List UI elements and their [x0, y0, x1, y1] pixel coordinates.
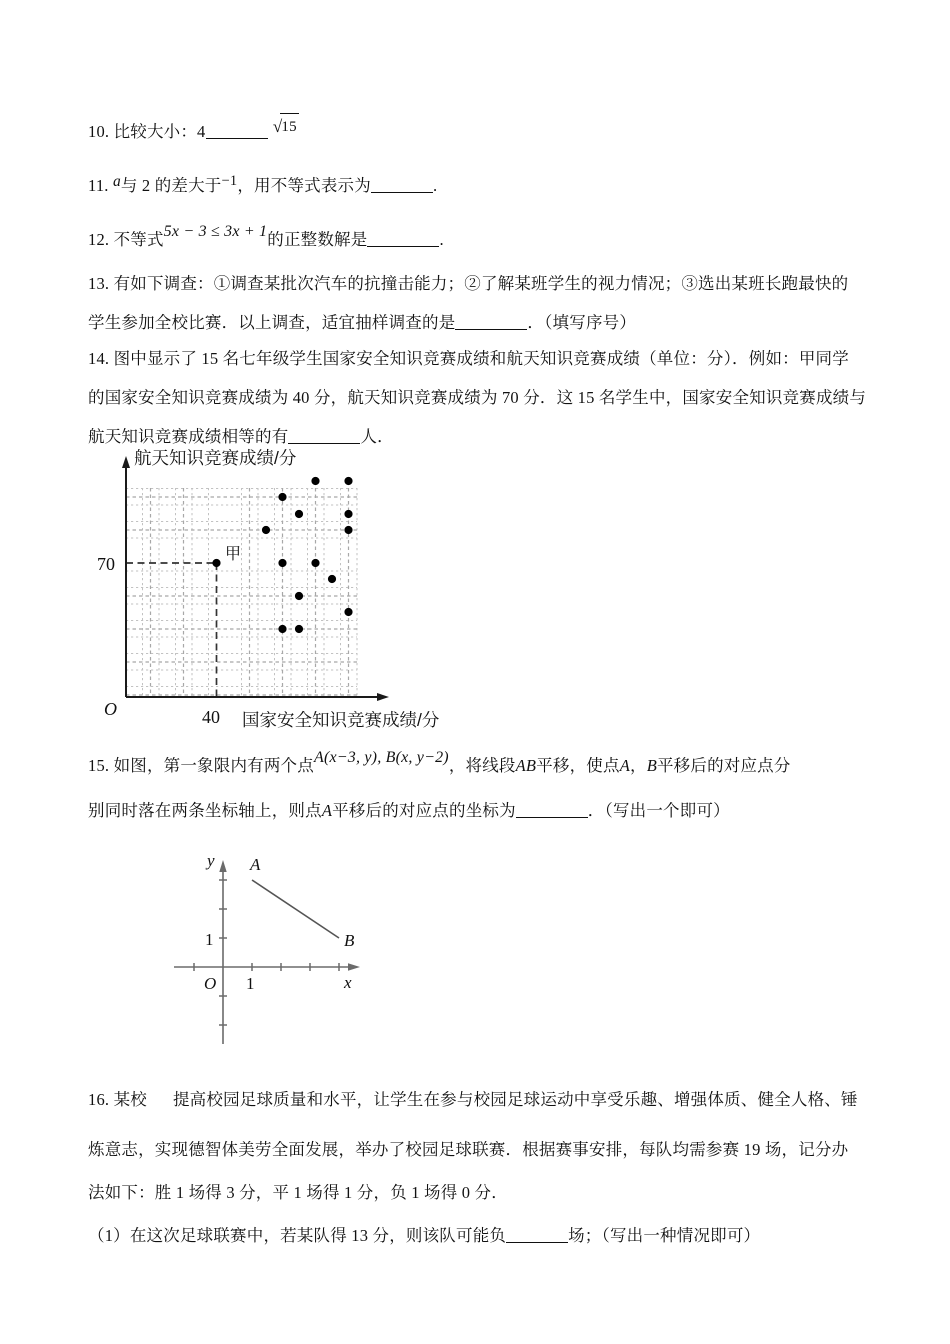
origin-label: O	[104, 699, 117, 719]
question-12-blank[interactable]	[367, 230, 439, 247]
data-point	[295, 625, 303, 633]
question-15-comma: ，	[629, 755, 647, 775]
question-15-line1-d: 平移后的对应点分	[656, 755, 791, 775]
data-point	[278, 493, 286, 501]
y-axis-arrow-icon	[122, 456, 130, 468]
question-15-line1-b: ，将线段	[448, 755, 516, 775]
inequality-expression: 5x − 3 ≤ 3x + 1	[163, 223, 268, 240]
data-point	[295, 510, 303, 518]
question-11	[88, 168, 437, 201]
y-axis-label: 航天知识竞赛成绩/分	[134, 448, 297, 468]
radical-sign-icon: √	[272, 117, 283, 136]
question-16	[88, 1086, 858, 1251]
question-16-line-3	[88, 1179, 858, 1208]
question-15-number: 15.	[88, 755, 110, 775]
point-a-label: A	[250, 855, 261, 874]
question-13-line1-text: 有如下调查：①调查某批次汽车的抗撞击能力；②了解某班学生的视力情况；③选出某班长跑最快的	[113, 274, 849, 293]
y-axis-label: y	[207, 851, 215, 870]
question-14-line3-text-a: 航天知识竞赛成绩相等的有	[88, 426, 289, 446]
coordinate-plane-svg	[172, 842, 392, 1062]
point-b-label: B	[646, 755, 657, 775]
question-15-line2-a: 别同时落在两条坐标轴上，则点	[88, 800, 322, 820]
question-15-line1-c: 平移，使点	[536, 755, 620, 775]
question-13-line2-text-a: 学生参加全校比赛．以上调查，适宜抽样调查的是	[88, 312, 456, 332]
question-16-number: 16.	[88, 1090, 110, 1109]
question-13-blank[interactable]	[455, 313, 527, 330]
point-a-label-2: A	[321, 800, 333, 820]
data-point	[311, 559, 319, 567]
variable-a: a	[112, 173, 121, 190]
question-11-text-mid: 与 2 的差大于	[120, 176, 222, 196]
question-16-line1-a: 某校	[113, 1090, 147, 1109]
question-13-line-2	[88, 309, 848, 338]
question-15-line-1	[88, 744, 791, 781]
question-12-text-after: 的正整数解是	[267, 229, 368, 249]
radicand: 15	[280, 113, 298, 140]
question-13	[88, 270, 848, 338]
question-16-line-1	[88, 1086, 858, 1115]
x-axis-label: x	[344, 973, 352, 992]
x-axis-arrow-icon	[348, 963, 360, 970]
value-negative-one: −1	[221, 173, 238, 190]
question-15-line-2	[88, 797, 791, 826]
data-point	[295, 592, 303, 600]
data-point	[344, 477, 352, 485]
segment-ab	[252, 880, 339, 938]
question-11-text-after: ，用不等式表示为	[237, 176, 371, 196]
question-10-number: 10.	[88, 122, 110, 142]
x-axis-label: 国家安全知识竞赛成绩/分	[242, 710, 440, 730]
points-expression: A(x−3, y), B(x, y−2)	[313, 749, 449, 766]
x-axis-arrow-icon	[377, 693, 389, 701]
question-14-line3-text-b: 人．	[360, 426, 394, 446]
question-15-line2-b: 平移后的对应点的坐标为	[332, 800, 516, 820]
point-a-label: A	[619, 755, 630, 775]
data-point	[278, 559, 286, 567]
question-14-blank[interactable]	[288, 427, 360, 444]
question-12	[88, 218, 444, 255]
question-16-line3: 法如下：胜 1 场得 3 分，平 1 场得 1 分，负 1 场得 0 分．	[88, 1182, 508, 1202]
question-13-line2-text-b: ．（填写序号）	[527, 312, 637, 332]
question-14-line2-text: 的国家安全知识竞赛成绩为 40 分，航天知识竞赛成绩为 70 分．这 15 名学生中，国家安全知识竞赛成绩与	[88, 387, 867, 407]
y-tick-label-1: 1	[205, 930, 214, 949]
question-12-label: 不等式	[113, 229, 164, 249]
question-16-line2: 炼意志，实现德智体美劳全面发展，举办了校园足球联赛．根据赛事安排，每队均需参赛 19 场，记分办	[88, 1139, 849, 1159]
question-14-line-2	[88, 384, 866, 413]
question-13-line-1	[88, 270, 848, 299]
data-point	[311, 477, 319, 485]
question-10-blank[interactable]	[206, 123, 268, 140]
question-14-number: 14.	[88, 349, 110, 368]
major-grid-vertical	[151, 488, 349, 696]
y-tick-label-70: 70	[97, 554, 115, 574]
question-15-line1-a: 如图，第一象限内有两个点	[113, 755, 314, 775]
question-10-text: 比较大小：4	[113, 122, 206, 142]
x-tick-label-40: 40	[202, 707, 220, 727]
y-axis-arrow-icon	[219, 860, 226, 872]
question-11-number: 11.	[88, 176, 109, 196]
question-12-number: 12.	[88, 229, 110, 249]
data-point	[344, 526, 352, 534]
x-tick-label-1: 1	[246, 974, 255, 993]
data-point	[344, 608, 352, 616]
question-12-period: .	[439, 229, 444, 249]
question-16-sub-1	[88, 1222, 858, 1251]
question-15-blank[interactable]	[516, 801, 588, 818]
question-14-line1-text: 图中显示了 15 名七年级学生国家安全知识竞赛成绩和航天知识竞赛成绩（单位：分）．例如：甲同学	[113, 349, 849, 368]
data-point-highlight	[212, 559, 220, 567]
scatter-plot-svg	[92, 448, 492, 738]
data-point	[344, 510, 352, 518]
highlight-point-label: 甲	[225, 546, 242, 563]
origin-label: O	[204, 974, 217, 993]
sqrt-expression	[272, 112, 299, 142]
major-grid-horizontal	[126, 497, 357, 695]
coordinate-plane-figure	[172, 842, 392, 1062]
data-point	[278, 625, 286, 633]
question-16-line-2	[88, 1136, 858, 1165]
segment-ab-label: AB	[515, 755, 537, 775]
question-13-number: 13.	[88, 274, 110, 293]
question-16-sub1-a: （1）在这次足球联赛中，若某队得 13 分，则该队可能负	[88, 1225, 507, 1245]
question-15-line2-c: ．（写出一个即可）	[587, 800, 730, 820]
question-16-line1-b: 提高校园足球质量和水平，让学生在参与校园足球运动中享受乐趣、增强体质、健全人格、锤	[172, 1090, 858, 1109]
question-10	[88, 112, 299, 147]
data-point	[328, 575, 336, 583]
scatter-plot-figure	[92, 448, 492, 738]
question-16-sub1-blank[interactable]	[506, 1226, 568, 1243]
question-16-sub1-b: 场；（写出一种情况即可）	[568, 1225, 761, 1245]
question-14	[88, 345, 866, 452]
question-11-blank[interactable]	[371, 177, 433, 194]
data-point	[262, 526, 270, 534]
point-b-label: B	[344, 931, 355, 950]
question-15	[88, 744, 791, 826]
question-14-line-1	[88, 345, 866, 374]
question-11-period: .	[432, 176, 438, 196]
